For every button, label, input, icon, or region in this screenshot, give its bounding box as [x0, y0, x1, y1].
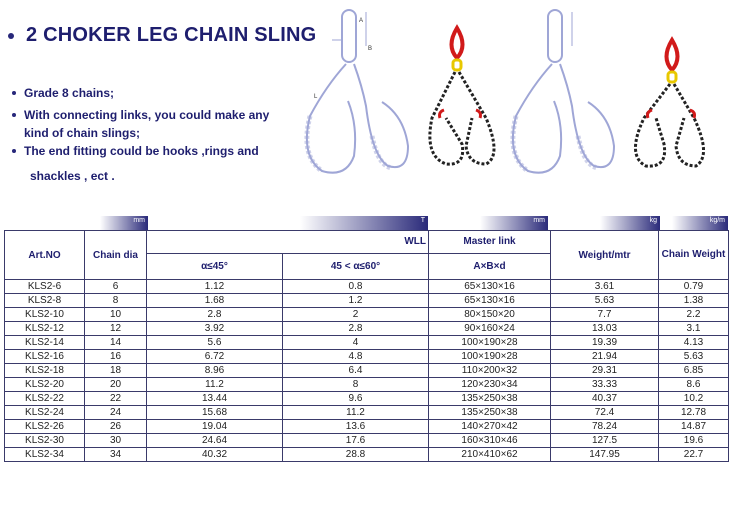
table-cell: 12.78 — [659, 406, 729, 420]
table-cell: 4 — [283, 336, 429, 350]
table-cell: 24.64 — [147, 434, 283, 448]
bullet-continuation: kind of chain slings; — [24, 126, 141, 140]
table-cell: 6 — [85, 280, 147, 294]
table-row — [5, 308, 729, 322]
table-cell: 160×310×46 — [429, 434, 551, 448]
table-cell: 18 — [85, 364, 147, 378]
table-cell: 10 — [85, 308, 147, 322]
table-cell: 13.6 — [283, 420, 429, 434]
title-bullet — [8, 33, 14, 39]
table-cell: 147.95 — [551, 448, 659, 462]
table-cell: 28.8 — [283, 448, 429, 462]
table-cell: 80×150×20 — [429, 308, 551, 322]
header-wll-b: 45 < α≤60° — [283, 253, 429, 279]
table-cell: KLS2-22 — [5, 392, 85, 406]
table-cell: 6.4 — [283, 364, 429, 378]
header-chain-dia: Chain dia — [85, 231, 147, 280]
table-cell: 3.61 — [551, 280, 659, 294]
bullet-item: Grade 8 chains; — [12, 84, 269, 102]
table-cell: 135×250×38 — [429, 406, 551, 420]
table-cell: KLS2-34 — [5, 448, 85, 462]
table-cell: 13.44 — [147, 392, 283, 406]
table-cell: 2.8 — [147, 308, 283, 322]
table-cell: 90×160×24 — [429, 322, 551, 336]
table-cell: KLS2-18 — [5, 364, 85, 378]
table-cell: 15.68 — [147, 406, 283, 420]
table-cell: 6.72 — [147, 350, 283, 364]
table-cell: 11.2 — [283, 406, 429, 420]
unit-tab: mm — [100, 216, 148, 230]
table-cell: KLS2-16 — [5, 350, 85, 364]
table-cell: 40.37 — [551, 392, 659, 406]
table-cell: 0.79 — [659, 280, 729, 294]
header-row — [5, 231, 729, 254]
table-cell: KLS2-14 — [5, 336, 85, 350]
table-cell: 14 — [85, 336, 147, 350]
table-cell: KLS2-12 — [5, 322, 85, 336]
table-cell: 40.32 — [147, 448, 283, 462]
bullet-item: With connecting links, you could make any — [12, 106, 269, 124]
table-cell: KLS2-6 — [5, 280, 85, 294]
table-cell: KLS2-26 — [5, 420, 85, 434]
label-l: L — [314, 94, 318, 100]
table-row — [5, 322, 729, 336]
table-cell: 1.12 — [147, 280, 283, 294]
label-a: A — [359, 18, 364, 24]
table-cell: 4.13 — [659, 336, 729, 350]
table-cell: 17.6 — [283, 434, 429, 448]
table-cell: 7.7 — [551, 308, 659, 322]
table-cell: KLS2-30 — [5, 434, 85, 448]
table-cell: 19.39 — [551, 336, 659, 350]
unit-tab: kg/m — [672, 216, 728, 230]
spec-table — [4, 230, 729, 462]
table-cell: 11.2 — [147, 378, 283, 392]
table-row — [5, 350, 729, 364]
header-art-no: Art.NO — [5, 231, 85, 280]
table-cell: 100×190×28 — [429, 350, 551, 364]
table-row — [5, 378, 729, 392]
table-cell: 5.6 — [147, 336, 283, 350]
table-cell: KLS2-8 — [5, 294, 85, 308]
table-cell: KLS2-10 — [5, 308, 85, 322]
sling-illustrations — [296, 6, 716, 196]
table-cell: 33.33 — [551, 378, 659, 392]
table-cell: 14.87 — [659, 420, 729, 434]
table-cell: 65×130×16 — [429, 294, 551, 308]
table-cell: 16 — [85, 350, 147, 364]
page-title: 2 CHOKER LEG CHAIN SLING — [26, 24, 317, 46]
table-cell: 22 — [85, 392, 147, 406]
table-cell: 78.24 — [551, 420, 659, 434]
table-cell: 21.94 — [551, 350, 659, 364]
table-cell: 127.5 — [551, 434, 659, 448]
unit-tab: T — [300, 216, 428, 230]
table-cell: 1.2 — [283, 294, 429, 308]
sling-photo-2 — [635, 40, 703, 166]
header-wll-a: α≤45° — [147, 253, 283, 279]
table-cell: 1.38 — [659, 294, 729, 308]
bullet-item: The end fitting could be hooks ,rings and — [12, 142, 269, 160]
header-wll: WLL — [147, 231, 429, 254]
table-cell: 3.1 — [659, 322, 729, 336]
table-cell: 100×190×28 — [429, 336, 551, 350]
table-row — [5, 420, 729, 434]
label-b: B — [368, 46, 373, 52]
table-cell: 210×410×62 — [429, 448, 551, 462]
feature-list — [12, 84, 269, 186]
sling-diagram-2 — [513, 10, 614, 173]
table-row — [5, 392, 729, 406]
sling-diagram-1 — [307, 10, 408, 173]
table-cell: 5.63 — [659, 350, 729, 364]
table-cell: 34 — [85, 448, 147, 462]
table-cell: 8.96 — [147, 364, 283, 378]
table-cell: 13.03 — [551, 322, 659, 336]
table-cell: 8.6 — [659, 378, 729, 392]
unit-tabs — [0, 214, 731, 230]
table-cell: 2.2 — [659, 308, 729, 322]
table-cell: 65×130×16 — [429, 280, 551, 294]
table-cell: 2 — [283, 308, 429, 322]
table-cell: 135×250×38 — [429, 392, 551, 406]
table-row — [5, 406, 729, 420]
table-cell: 29.31 — [551, 364, 659, 378]
table-cell: 20 — [85, 378, 147, 392]
table-row — [5, 280, 729, 294]
table-cell: 72.4 — [551, 406, 659, 420]
sling-photo-1 — [430, 28, 494, 164]
table-cell: 0.8 — [283, 280, 429, 294]
header-master-link: Master link — [429, 231, 551, 254]
table-cell: 26 — [85, 420, 147, 434]
table-cell: 19.6 — [659, 434, 729, 448]
header-master-link-sub: A×B×d — [429, 253, 551, 279]
table-cell: 1.68 — [147, 294, 283, 308]
table-cell: 140×270×42 — [429, 420, 551, 434]
table-row — [5, 448, 729, 462]
unit-tab: mm — [480, 216, 548, 230]
table-cell: KLS2-20 — [5, 378, 85, 392]
table-row — [5, 336, 729, 350]
table-cell: 8 — [85, 294, 147, 308]
table-cell: 10.2 — [659, 392, 729, 406]
table-cell: 110×200×32 — [429, 364, 551, 378]
table-body — [5, 280, 729, 462]
table-cell: 3.92 — [147, 322, 283, 336]
table-cell: KLS2-24 — [5, 406, 85, 420]
table-row — [5, 434, 729, 448]
table-cell: 22.7 — [659, 448, 729, 462]
table-cell: 8 — [283, 378, 429, 392]
bullet-continuation: shackles , ect . — [30, 169, 115, 183]
table-cell: 5.63 — [551, 294, 659, 308]
title-row — [8, 24, 316, 47]
table-cell: 19.04 — [147, 420, 283, 434]
table-row — [5, 364, 729, 378]
header-weight-mtr: Weight/mtr — [551, 231, 659, 280]
header-chain-weight: Chain Weight — [659, 231, 729, 280]
table-cell: 2.8 — [283, 322, 429, 336]
table-row — [5, 294, 729, 308]
table-cell: 6.85 — [659, 364, 729, 378]
table-cell: 120×230×34 — [429, 378, 551, 392]
table-cell: 4.8 — [283, 350, 429, 364]
unit-tab: kg — [600, 216, 660, 230]
table-cell: 24 — [85, 406, 147, 420]
table-cell: 9.6 — [283, 392, 429, 406]
table-cell: 12 — [85, 322, 147, 336]
table-cell: 30 — [85, 434, 147, 448]
